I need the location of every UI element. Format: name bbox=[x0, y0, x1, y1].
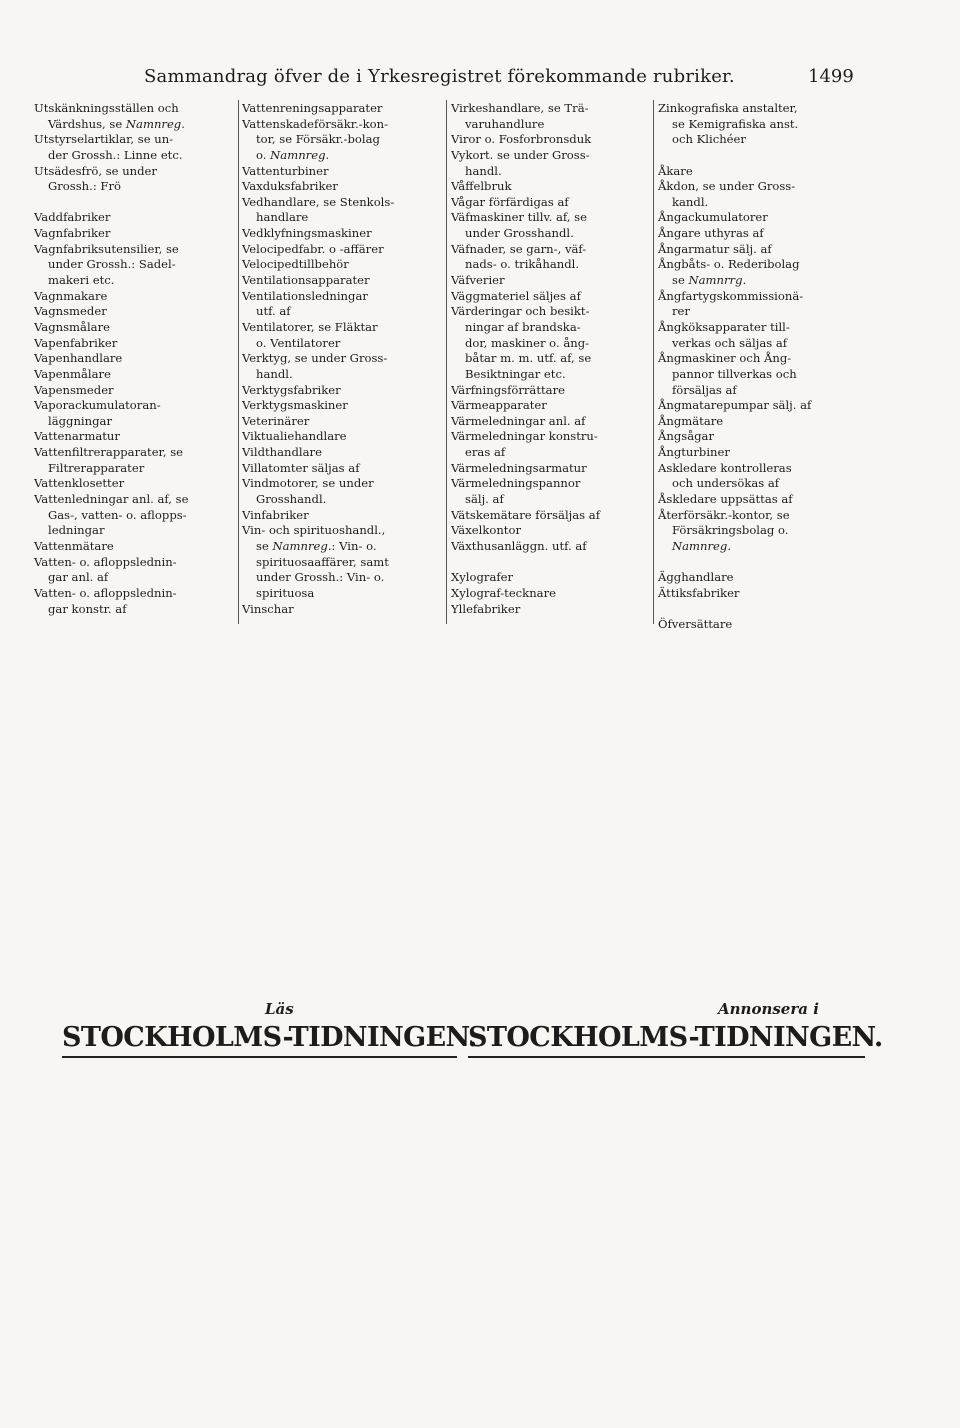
entry-text: Vattenklosetter bbox=[34, 476, 125, 491]
footer-right-newspaper: STOCKHOLMS-TIDNINGEN. bbox=[468, 1022, 883, 1053]
index-entry-line bbox=[658, 351, 858, 367]
index-entry-line bbox=[451, 164, 651, 180]
index-entry-line bbox=[658, 210, 858, 226]
entry-text: Ångackumulatorer bbox=[658, 210, 768, 225]
index-entry-line bbox=[658, 226, 858, 242]
index-entry-line bbox=[242, 523, 442, 539]
entry-text: Ångarmatur sälj. af bbox=[658, 241, 772, 256]
index-entry-line bbox=[451, 523, 651, 539]
index-entry-line bbox=[658, 117, 858, 133]
index-entry-line bbox=[451, 179, 651, 195]
index-entry-line bbox=[242, 101, 442, 117]
index-entry-line bbox=[451, 351, 651, 367]
index-entry-line bbox=[34, 586, 234, 602]
index-entry-line bbox=[451, 132, 651, 148]
entry-text: ningar af brandska- bbox=[465, 319, 581, 334]
index-entry-line bbox=[451, 242, 651, 258]
page-header bbox=[0, 66, 960, 96]
index-entry-line bbox=[34, 476, 234, 492]
entry-text: Vattenarmatur bbox=[34, 429, 120, 444]
entry-text: o. bbox=[256, 147, 271, 162]
entry-text: spirituosaaffärer, samt bbox=[256, 554, 389, 569]
entry-text: Viktualiehandlare bbox=[242, 429, 347, 444]
index-entry-line bbox=[34, 226, 234, 242]
entry-text: Vildthandlare bbox=[242, 445, 322, 460]
index-entry-line bbox=[242, 602, 442, 618]
index-entry-line bbox=[658, 617, 858, 633]
entry-text: Värderingar och besikt- bbox=[451, 304, 590, 319]
index-entry-line bbox=[242, 570, 442, 586]
index-entry-line bbox=[242, 367, 442, 383]
index-entry-line bbox=[451, 445, 651, 461]
entry-text: Öfversättare bbox=[658, 617, 733, 632]
entry-text: handl. bbox=[256, 366, 293, 381]
page-title: Sammandrag öfver de i Yrkesregistret förekommande rubriker. bbox=[144, 66, 735, 87]
entry-text-suffix: : Vin- o. bbox=[331, 538, 377, 553]
index-entry-line bbox=[34, 117, 234, 133]
index-entry-line bbox=[658, 336, 858, 352]
index-entry-line bbox=[451, 539, 651, 555]
entry-text: Utskänkningsställen och bbox=[34, 101, 179, 115]
footer-rule bbox=[468, 1056, 865, 1058]
entry-text: båtar m. m. utf. af, se bbox=[465, 351, 592, 366]
entry-text: Ångare uthyras af bbox=[658, 226, 764, 241]
index-entry-line bbox=[242, 320, 442, 336]
footer-rule bbox=[62, 1056, 457, 1058]
index-entry-line bbox=[242, 148, 442, 164]
entry-text: Vattenskadeförsäkr.-kon- bbox=[242, 116, 388, 131]
entry-text: der Grossh.: Linne etc. bbox=[48, 147, 183, 162]
index-entry-line bbox=[34, 351, 234, 367]
index-entry-line bbox=[242, 164, 442, 180]
entry-text: Vindmotorer, se under bbox=[242, 476, 374, 491]
index-entry-line bbox=[34, 508, 234, 524]
index-entry-line bbox=[451, 476, 651, 492]
index-entry-line bbox=[658, 555, 858, 571]
index-entry-line bbox=[451, 117, 651, 133]
entry-text: dor, maskiner o. ång- bbox=[465, 335, 590, 350]
index-entry-line bbox=[451, 555, 651, 571]
index-entry-line bbox=[658, 461, 858, 477]
entry-text: Ångbåts- o. Rederibolag bbox=[658, 257, 800, 272]
index-entry-line bbox=[242, 304, 442, 320]
entry-text: verkas och säljas af bbox=[672, 335, 788, 350]
column-divider bbox=[238, 100, 239, 624]
index-entry-line bbox=[451, 304, 651, 320]
index-entry-line bbox=[242, 586, 442, 602]
entry-text: Värmeapparater bbox=[451, 398, 547, 413]
index-entry-line bbox=[658, 602, 858, 618]
entry-text: och Klichéer bbox=[672, 132, 746, 147]
index-entry-line bbox=[34, 367, 234, 383]
entry-text: spirituosa bbox=[256, 585, 315, 600]
index-entry-line bbox=[658, 289, 858, 305]
entry-text: Ångmatarepumpar sälj. af bbox=[658, 398, 812, 413]
entry-text: Grossh.: Frö bbox=[48, 179, 121, 194]
entry-reference-italic: Namnrrg. bbox=[688, 273, 747, 288]
index-entry-line bbox=[242, 336, 442, 352]
index-entry-line bbox=[242, 383, 442, 399]
entry-text: Värmeledningsarmatur bbox=[451, 460, 587, 475]
entry-text: Ättiksfabriker bbox=[658, 585, 740, 600]
index-column-1 bbox=[34, 101, 234, 617]
index-entry-line bbox=[34, 164, 234, 180]
column-divider bbox=[446, 100, 447, 624]
index-entry-line bbox=[34, 602, 234, 618]
index-entry-line bbox=[34, 289, 234, 305]
entry-text: makeri etc. bbox=[48, 273, 115, 288]
index-entry-line bbox=[451, 383, 651, 399]
entry-text: Utsädesfrö, se under bbox=[34, 163, 157, 178]
index-entry-line bbox=[451, 273, 651, 289]
entry-text: nads- o. trikåhandl. bbox=[465, 257, 580, 272]
entry-text: Vagnfabriksutensilier, se bbox=[34, 241, 179, 256]
entry-text: och undersökas af bbox=[672, 476, 780, 491]
entry-text: Väfmaskiner tillv. af, se bbox=[451, 210, 587, 225]
entry-text: Besiktningar etc. bbox=[465, 366, 566, 381]
entry-text: Vagnfabriker bbox=[34, 226, 111, 241]
entry-text: Vagnsmeder bbox=[34, 304, 107, 319]
index-entry-line bbox=[451, 101, 651, 117]
entry-text: ledningar bbox=[48, 523, 105, 538]
footer-right-label: Annonsera i bbox=[718, 1000, 819, 1018]
entry-text: Växelkontor bbox=[451, 523, 521, 538]
entry-text: Åskledare uppsättas af bbox=[658, 492, 793, 507]
index-entry-line bbox=[242, 210, 442, 226]
entry-text: Ventilatorer, se Fläktar bbox=[242, 319, 378, 334]
index-entry-line bbox=[242, 351, 442, 367]
index-entry-line bbox=[451, 226, 651, 242]
entry-text: Vapenfabriker bbox=[34, 335, 118, 350]
entry-text: utf. af bbox=[256, 304, 291, 319]
entry-text: Ångmaskiner och Ång- bbox=[658, 351, 792, 366]
index-entry-line bbox=[34, 273, 234, 289]
entry-text: Viror o. Fosforbronsduk bbox=[451, 132, 592, 147]
index-entry-line bbox=[451, 210, 651, 226]
index-entry-line bbox=[658, 476, 858, 492]
entry-text: Vaddfabriker bbox=[34, 210, 111, 225]
index-entry-line bbox=[658, 179, 858, 195]
entry-text: Värmeledningar anl. af bbox=[451, 413, 586, 428]
index-entry-line bbox=[34, 539, 234, 555]
entry-text: Verktygsmaskiner bbox=[242, 398, 348, 413]
index-entry-line bbox=[242, 555, 442, 571]
footer-left-label: Läs bbox=[265, 1000, 294, 1018]
entry-text: Väfnader, se garn-, väf- bbox=[451, 241, 587, 256]
entry-text: Vinschar bbox=[242, 601, 294, 616]
entry-text: försäljas af bbox=[672, 382, 737, 397]
entry-text: Återförsäkr.-kontor, se bbox=[658, 507, 790, 522]
entry-text: Vätskemätare försäljas af bbox=[451, 507, 601, 522]
index-entry-line bbox=[658, 586, 858, 602]
index-entry-line bbox=[242, 492, 442, 508]
entry-text: Vykort. se under Gross- bbox=[451, 147, 590, 162]
entry-text: Vattenreningsapparater bbox=[242, 101, 383, 115]
index-entry-line bbox=[451, 429, 651, 445]
index-entry-line bbox=[451, 289, 651, 305]
entry-text: Filtrerapparater bbox=[48, 460, 145, 475]
index-entry-line bbox=[34, 414, 234, 430]
index-entry-line bbox=[658, 383, 858, 399]
entry-text: Velocipedtillbehör bbox=[242, 257, 349, 272]
index-entry-line bbox=[34, 257, 234, 273]
entry-text: Verktyg, se under Gross- bbox=[242, 351, 388, 366]
entry-text: Åkare bbox=[658, 163, 693, 178]
index-entry-line bbox=[242, 476, 442, 492]
index-entry-line bbox=[242, 273, 442, 289]
entry-text: Vagnsmålare bbox=[34, 319, 110, 334]
entry-text: varuhandlure bbox=[465, 116, 545, 131]
entry-text: se bbox=[672, 273, 689, 288]
index-entry-line bbox=[658, 242, 858, 258]
entry-text: Zinkografiska anstalter, bbox=[658, 101, 798, 115]
index-entry-line bbox=[451, 602, 651, 618]
index-entry-line bbox=[34, 101, 234, 117]
index-entry-line bbox=[658, 539, 858, 555]
index-entry-line bbox=[451, 508, 651, 524]
entry-text: Vapensmeder bbox=[34, 382, 114, 397]
index-entry-line bbox=[658, 414, 858, 430]
index-entry-line bbox=[658, 398, 858, 414]
entry-text: Utstyrselartiklar, se un- bbox=[34, 132, 174, 147]
index-entry-line bbox=[34, 320, 234, 336]
index-entry-line bbox=[242, 195, 442, 211]
index-entry-line bbox=[34, 429, 234, 445]
entry-text: Växthusanläggn. utf. af bbox=[451, 538, 587, 553]
index-entry-line bbox=[242, 117, 442, 133]
entry-text: Värmeledningspannor bbox=[451, 476, 581, 491]
index-entry-line bbox=[34, 492, 234, 508]
entry-text: Ventilationsledningar bbox=[242, 288, 368, 303]
index-entry-line bbox=[242, 508, 442, 524]
index-entry-line bbox=[451, 586, 651, 602]
index-entry-line bbox=[34, 445, 234, 461]
entry-text: under Grossh.: Sadel- bbox=[48, 257, 176, 272]
entry-text: Vatten- o. afloppslednin- bbox=[34, 585, 177, 600]
index-entry-line bbox=[658, 132, 858, 148]
entry-text: Gas-, vatten- o. aflopps- bbox=[48, 507, 187, 522]
index-entry-line bbox=[34, 210, 234, 226]
entry-text: Vaporackumulatoran- bbox=[34, 398, 161, 413]
entry-text: Vågar förfärdigas af bbox=[451, 194, 569, 209]
index-entry-line bbox=[451, 414, 651, 430]
entry-text: Virkeshandlare, se Trä- bbox=[451, 101, 589, 115]
index-entry-line bbox=[34, 304, 234, 320]
entry-text: Xylograf-tecknare bbox=[451, 585, 556, 600]
entry-text: rer bbox=[672, 304, 690, 319]
entry-text: Vattenfiltrerapparater, se bbox=[34, 445, 184, 460]
index-entry-line bbox=[451, 257, 651, 273]
entry-text: Vapenhandlare bbox=[34, 351, 123, 366]
entry-text: Ventilationsapparater bbox=[242, 273, 370, 288]
index-entry-line bbox=[242, 226, 442, 242]
entry-text: Ägghandlare bbox=[658, 570, 734, 585]
entry-text: Vapenmålare bbox=[34, 366, 111, 381]
index-entry-line bbox=[658, 367, 858, 383]
entry-text: Vedhandlare, se Stenkols- bbox=[242, 194, 395, 209]
index-entry-line bbox=[658, 508, 858, 524]
index-entry-line bbox=[242, 414, 442, 430]
index-entry-line bbox=[34, 132, 234, 148]
entry-text: Åkdon, se under Gross- bbox=[658, 179, 796, 194]
entry-text: kandl. bbox=[672, 194, 709, 209]
entry-reference-italic: Namnreg. bbox=[270, 147, 330, 162]
entry-text: Verktygsfabriker bbox=[242, 382, 341, 397]
index-entry-line bbox=[451, 570, 651, 586]
index-entry-line bbox=[242, 539, 442, 555]
entry-text: Grosshandl. bbox=[256, 492, 327, 507]
index-entry-line bbox=[658, 257, 858, 273]
index-entry-line bbox=[242, 132, 442, 148]
index-entry-line bbox=[242, 289, 442, 305]
entry-text: Ångsågar bbox=[658, 429, 714, 444]
index-entry-line bbox=[451, 320, 651, 336]
index-entry-line bbox=[34, 570, 234, 586]
entry-text: Väfverier bbox=[451, 273, 505, 288]
index-entry-line bbox=[34, 195, 234, 211]
index-entry-line bbox=[451, 398, 651, 414]
entry-text: Ångturbiner bbox=[658, 445, 730, 460]
index-entry-line bbox=[658, 195, 858, 211]
entry-reference-italic: Namnreg. bbox=[672, 538, 732, 553]
entry-text: Villatomter säljas af bbox=[242, 460, 360, 475]
index-column-4 bbox=[658, 101, 858, 633]
entry-text: sälj. af bbox=[465, 492, 504, 507]
entry-text: eras af bbox=[465, 445, 506, 460]
entry-text: se Kemigrafiska anst. bbox=[672, 116, 799, 131]
entry-text: tor, se Försäkr.-bolag bbox=[256, 132, 380, 147]
index-entry-line bbox=[658, 429, 858, 445]
entry-text: läggningar bbox=[48, 413, 112, 428]
entry-reference-italic: Namnreg. bbox=[272, 538, 332, 553]
entry-text: Xylografer bbox=[451, 570, 514, 585]
entry-text: Ångköksapparater till- bbox=[658, 319, 790, 334]
entry-text: Våffelbruk bbox=[451, 179, 512, 194]
index-entry-line bbox=[658, 570, 858, 586]
entry-text: handl. bbox=[465, 163, 502, 178]
index-entry-line bbox=[242, 257, 442, 273]
index-entry-line bbox=[658, 101, 858, 117]
entry-text: Vagnmakare bbox=[34, 288, 108, 303]
entry-text: Vattenmätare bbox=[34, 538, 114, 553]
entry-text: handlare bbox=[256, 210, 309, 225]
index-entry-line bbox=[658, 523, 858, 539]
entry-text: Vattenledningar anl. af, se bbox=[34, 492, 189, 507]
entry-text: Yllefabriker bbox=[451, 601, 521, 616]
index-entry-line bbox=[242, 461, 442, 477]
index-entry-line bbox=[451, 336, 651, 352]
index-column-3 bbox=[451, 101, 651, 617]
entry-text: Värdshus, se bbox=[48, 116, 126, 131]
index-entry-line bbox=[658, 320, 858, 336]
index-entry-line bbox=[34, 383, 234, 399]
index-entry-line bbox=[242, 179, 442, 195]
entry-text: gar anl. af bbox=[48, 570, 109, 585]
index-entry-line bbox=[34, 148, 234, 164]
index-entry-line bbox=[34, 336, 234, 352]
index-entry-line bbox=[242, 429, 442, 445]
index-entry-line bbox=[242, 445, 442, 461]
index-entry-line bbox=[658, 148, 858, 164]
entry-text: Vaxduksfabriker bbox=[242, 179, 338, 194]
index-entry-line bbox=[34, 179, 234, 195]
index-entry-line bbox=[451, 367, 651, 383]
index-entry-line bbox=[451, 148, 651, 164]
index-entry-line bbox=[451, 461, 651, 477]
entry-text: Vedklyfningsmaskiner bbox=[242, 226, 372, 241]
index-entry-line bbox=[451, 492, 651, 508]
footer-left-newspaper: STOCKHOLMS-TIDNINGEN. bbox=[62, 1022, 477, 1053]
index-entry-line bbox=[658, 492, 858, 508]
entry-text: under Grosshandl. bbox=[465, 226, 574, 241]
entry-text: gar konstr. af bbox=[48, 601, 127, 616]
entry-reference-italic: Namnreg. bbox=[125, 116, 185, 131]
entry-text: Värfningsförrättare bbox=[451, 382, 565, 397]
entry-text: se bbox=[256, 538, 273, 553]
index-entry-line bbox=[658, 273, 858, 289]
entry-text: Vatten- o. afloppslednin- bbox=[34, 554, 177, 569]
index-entry-line bbox=[34, 398, 234, 414]
index-entry-line bbox=[451, 195, 651, 211]
column-divider bbox=[653, 100, 654, 624]
entry-text: Vin- och spirituoshandl., bbox=[242, 523, 386, 538]
entry-text: Försäkringsbolag o. bbox=[672, 523, 789, 538]
index-entry-line bbox=[34, 242, 234, 258]
index-entry-line bbox=[242, 398, 442, 414]
entry-text: Ångfartygskommissionä- bbox=[658, 288, 804, 303]
entry-text: Vattenturbiner bbox=[242, 163, 329, 178]
entry-text: Vinfabriker bbox=[242, 507, 309, 522]
entry-text: Askledare kontrolleras bbox=[658, 460, 792, 475]
entry-text: Värmeledningar konstru- bbox=[451, 429, 598, 444]
entry-text: pannor tillverkas och bbox=[672, 366, 797, 381]
index-entry-line bbox=[658, 164, 858, 180]
index-entry-line bbox=[242, 242, 442, 258]
index-entry-line bbox=[658, 304, 858, 320]
page-number: 1499 bbox=[808, 66, 854, 87]
entry-text: Velocipedfabr. o -affärer bbox=[242, 241, 384, 256]
index-column-2 bbox=[242, 101, 442, 617]
index-entry-line bbox=[658, 445, 858, 461]
index-entry-line bbox=[34, 461, 234, 477]
entry-text: o. Ventilatorer bbox=[256, 335, 341, 350]
entry-text: under Grossh.: Vin- o. bbox=[256, 570, 385, 585]
entry-text: Veterinärer bbox=[242, 413, 310, 428]
index-entry-line bbox=[34, 523, 234, 539]
entry-text: Väggmateriel säljes af bbox=[451, 288, 581, 303]
entry-text: Ångmätare bbox=[658, 413, 724, 428]
index-entry-line bbox=[34, 555, 234, 571]
